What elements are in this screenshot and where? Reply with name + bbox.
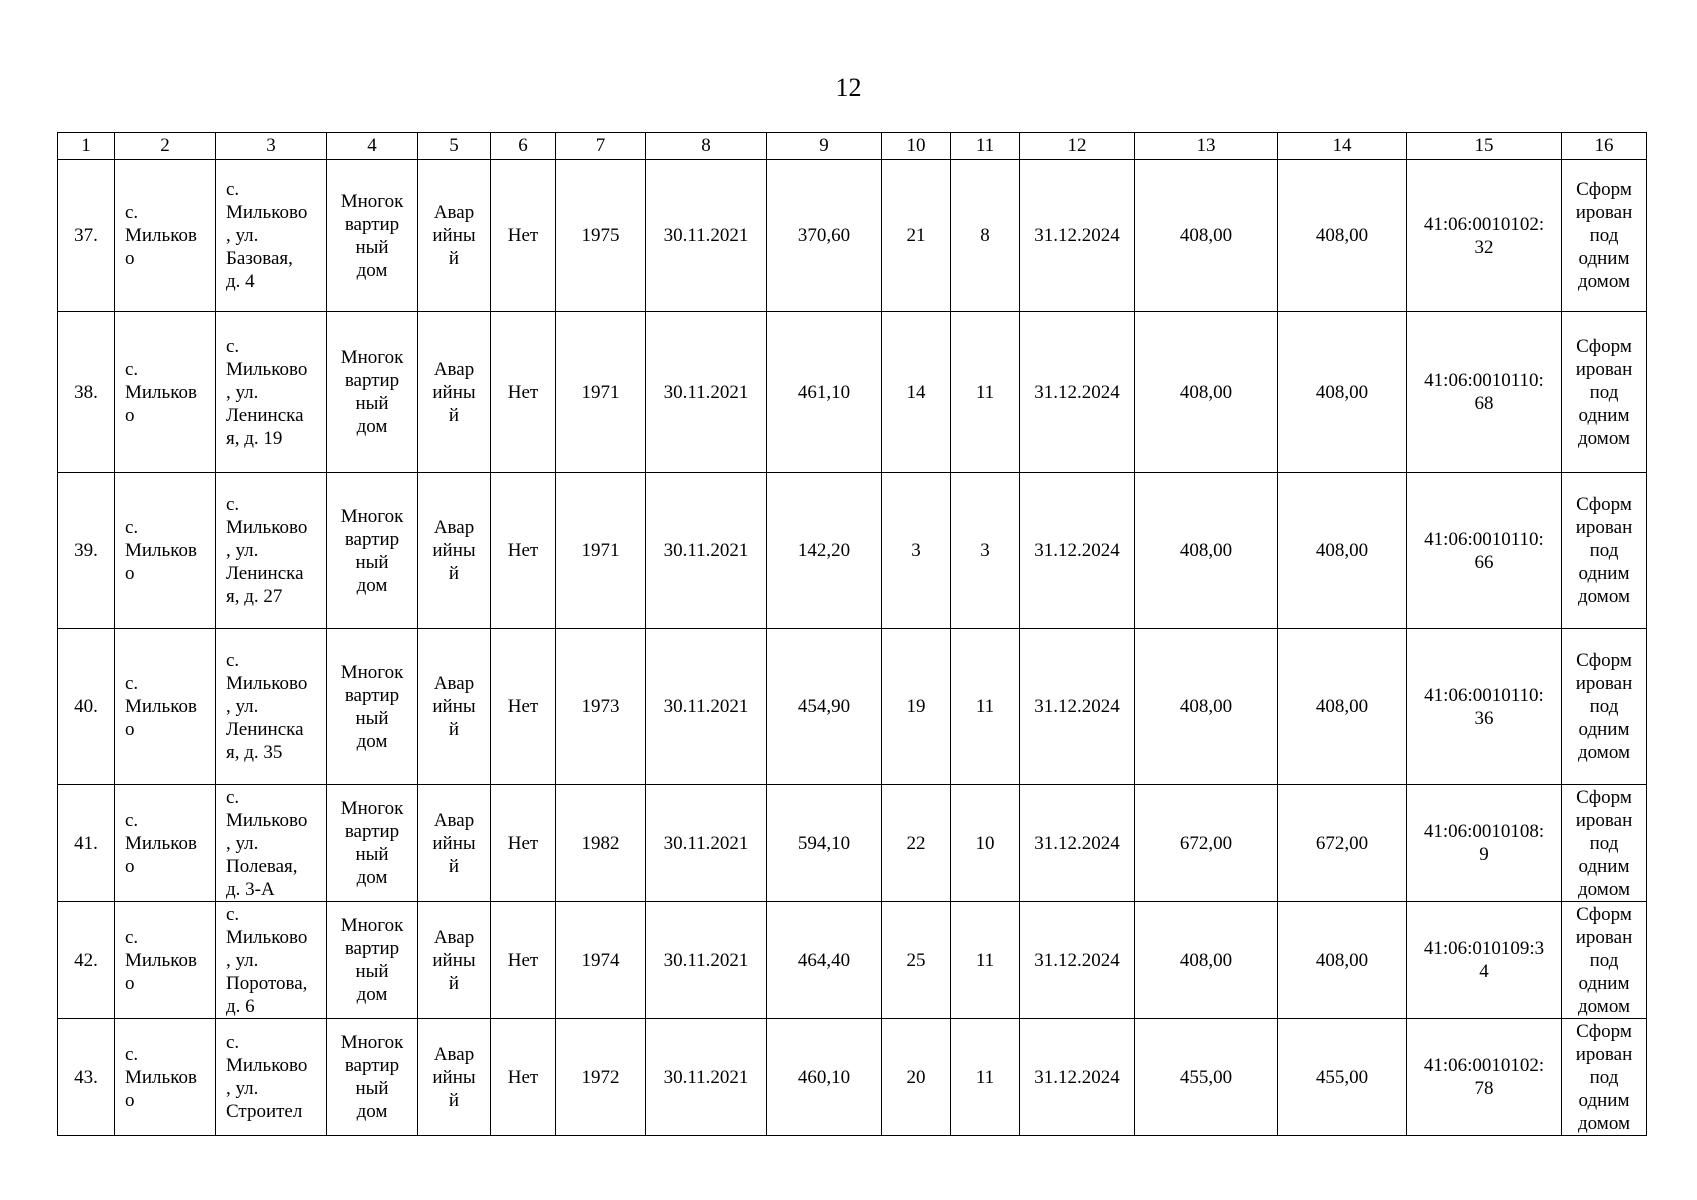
cadastral-number-cell: 41:06:0010110: 36 — [1407, 629, 1562, 785]
table-row — [58, 312, 1647, 473]
date-cell: 30.11.2021 — [646, 785, 767, 902]
table-row — [58, 473, 1647, 629]
column-header-8: 8 — [646, 133, 767, 160]
status-cell: Авар ийны й — [418, 629, 491, 785]
building-type-cell: Многок вартир ный дом — [327, 1019, 418, 1136]
cadastral-number-cell: 41:06:0010110: 68 — [1407, 312, 1562, 473]
deadline-cell: 31.12.2024 — [1020, 629, 1135, 785]
housing-registry-table — [57, 132, 1647, 1136]
col14-cell: 672,00 — [1278, 785, 1407, 902]
col13-cell: 672,00 — [1135, 785, 1278, 902]
col11-cell: 3 — [951, 473, 1020, 629]
row-number: 42. — [58, 902, 115, 1019]
col13-cell: 408,00 — [1135, 312, 1278, 473]
date-cell: 30.11.2021 — [646, 629, 767, 785]
col11-cell: 11 — [951, 1019, 1020, 1136]
column-header-2: 2 — [115, 133, 216, 160]
settlement-cell: с. Мильков о — [115, 160, 216, 312]
date-cell: 30.11.2021 — [646, 902, 767, 1019]
building-type-cell: Многок вартир ный дом — [327, 629, 418, 785]
area-cell: 461,10 — [767, 312, 882, 473]
year-cell: 1971 — [556, 473, 646, 629]
area-cell: 370,60 — [767, 160, 882, 312]
column-header-5: 5 — [418, 133, 491, 160]
address-cell: с. Мильково , ул. Строител — [216, 1019, 327, 1136]
area-cell: 464,40 — [767, 902, 882, 1019]
row-number: 43. — [58, 1019, 115, 1136]
status-cell: Авар ийны й — [418, 160, 491, 312]
note-cell: Сформ ирован под одним домом — [1562, 629, 1647, 785]
settlement-cell: с. Мильков о — [115, 785, 216, 902]
address-cell: с. Мильково , ул. Полевая, д. 3-А — [216, 785, 327, 902]
address-cell: с. Мильково , ул. Поротова, д. 6 — [216, 902, 327, 1019]
status-cell: Авар ийны й — [418, 312, 491, 473]
col14-cell: 408,00 — [1278, 160, 1407, 312]
col13-cell: 408,00 — [1135, 629, 1278, 785]
deadline-cell: 31.12.2024 — [1020, 473, 1135, 629]
deadline-cell: 31.12.2024 — [1020, 160, 1135, 312]
cadastral-number-cell: 41:06:0010110: 66 — [1407, 473, 1562, 629]
date-cell: 30.11.2021 — [646, 1019, 767, 1136]
area-cell: 142,20 — [767, 473, 882, 629]
year-cell: 1982 — [556, 785, 646, 902]
table-row — [58, 902, 1647, 1019]
flag-cell: Нет — [491, 785, 556, 902]
area-cell: 454,90 — [767, 629, 882, 785]
settlement-cell: с. Мильков о — [115, 629, 216, 785]
col14-cell: 408,00 — [1278, 473, 1407, 629]
column-header-10: 10 — [882, 133, 951, 160]
column-header-14: 14 — [1278, 133, 1407, 160]
table-header — [58, 133, 1647, 160]
year-cell: 1971 — [556, 312, 646, 473]
deadline-cell: 31.12.2024 — [1020, 902, 1135, 1019]
col14-cell: 455,00 — [1278, 1019, 1407, 1136]
col10-cell: 19 — [882, 629, 951, 785]
note-cell: Сформ ирован под одним домом — [1562, 160, 1647, 312]
col11-cell: 11 — [951, 902, 1020, 1019]
col11-cell: 11 — [951, 312, 1020, 473]
deadline-cell: 31.12.2024 — [1020, 785, 1135, 902]
deadline-cell: 31.12.2024 — [1020, 1019, 1135, 1136]
row-number: 38. — [58, 312, 115, 473]
note-cell: Сформ ирован под одним домом — [1562, 902, 1647, 1019]
column-header-4: 4 — [327, 133, 418, 160]
status-cell: Авар ийны й — [418, 1019, 491, 1136]
note-cell: Сформ ирован под одним домом — [1562, 312, 1647, 473]
page-number: 12 — [835, 73, 862, 102]
row-number: 39. — [58, 473, 115, 629]
year-cell: 1972 — [556, 1019, 646, 1136]
column-header-12: 12 — [1020, 133, 1135, 160]
table-row — [58, 1019, 1647, 1136]
address-cell: с. Мильково , ул. Ленинска я, д. 27 — [216, 473, 327, 629]
col13-cell: 408,00 — [1135, 902, 1278, 1019]
row-number: 37. — [58, 160, 115, 312]
table-row — [58, 785, 1647, 902]
column-header-3: 3 — [216, 133, 327, 160]
building-type-cell: Многок вартир ный дом — [327, 785, 418, 902]
note-cell: Сформ ирован под одним домом — [1562, 785, 1647, 902]
col11-cell: 8 — [951, 160, 1020, 312]
building-type-cell: Многок вартир ный дом — [327, 902, 418, 1019]
cadastral-number-cell: 41:06:0010102: 78 — [1407, 1019, 1562, 1136]
row-number: 41. — [58, 785, 115, 902]
table-body — [58, 160, 1647, 1136]
year-cell: 1973 — [556, 629, 646, 785]
status-cell: Авар ийны й — [418, 785, 491, 902]
flag-cell: Нет — [491, 312, 556, 473]
date-cell: 30.11.2021 — [646, 160, 767, 312]
cadastral-number-cell: 41:06:0010102: 32 — [1407, 160, 1562, 312]
deadline-cell: 31.12.2024 — [1020, 312, 1135, 473]
building-type-cell: Многок вартир ный дом — [327, 160, 418, 312]
year-cell: 1975 — [556, 160, 646, 312]
col10-cell: 20 — [882, 1019, 951, 1136]
col13-cell: 408,00 — [1135, 160, 1278, 312]
row-number: 40. — [58, 629, 115, 785]
status-cell: Авар ийны й — [418, 902, 491, 1019]
note-cell: Сформ ирован под одним домом — [1562, 473, 1647, 629]
building-type-cell: Многок вартир ный дом — [327, 312, 418, 473]
status-cell: Авар ийны й — [418, 473, 491, 629]
address-cell: с. Мильково , ул. Ленинска я, д. 19 — [216, 312, 327, 473]
area-cell: 594,10 — [767, 785, 882, 902]
year-cell: 1974 — [556, 902, 646, 1019]
col10-cell: 21 — [882, 160, 951, 312]
cadastral-number-cell: 41:06:010109:3 4 — [1407, 902, 1562, 1019]
table-row — [58, 629, 1647, 785]
area-cell: 460,10 — [767, 1019, 882, 1136]
column-header-11: 11 — [951, 133, 1020, 160]
column-header-16: 16 — [1562, 133, 1647, 160]
col14-cell: 408,00 — [1278, 902, 1407, 1019]
settlement-cell: с. Мильков о — [115, 902, 216, 1019]
building-type-cell: Многок вартир ный дом — [327, 473, 418, 629]
flag-cell: Нет — [491, 1019, 556, 1136]
col13-cell: 408,00 — [1135, 473, 1278, 629]
flag-cell: Нет — [491, 473, 556, 629]
date-cell: 30.11.2021 — [646, 312, 767, 473]
cadastral-number-cell: 41:06:0010108: 9 — [1407, 785, 1562, 902]
note-cell: Сформ ирован под одним домом — [1562, 1019, 1647, 1136]
column-header-1: 1 — [58, 133, 115, 160]
col10-cell: 3 — [882, 473, 951, 629]
address-cell: с. Мильково , ул. Базовая, д. 4 — [216, 160, 327, 312]
address-cell: с. Мильково , ул. Ленинска я, д. 35 — [216, 629, 327, 785]
settlement-cell: с. Мильков о — [115, 1019, 216, 1136]
settlement-cell: с. Мильков о — [115, 312, 216, 473]
col11-cell: 11 — [951, 629, 1020, 785]
col10-cell: 14 — [882, 312, 951, 473]
column-header-13: 13 — [1135, 133, 1278, 160]
col14-cell: 408,00 — [1278, 312, 1407, 473]
header-row — [58, 133, 1647, 160]
col14-cell: 408,00 — [1278, 629, 1407, 785]
col11-cell: 10 — [951, 785, 1020, 902]
flag-cell: Нет — [491, 902, 556, 1019]
column-header-6: 6 — [491, 133, 556, 160]
settlement-cell: с. Мильков о — [115, 473, 216, 629]
column-header-15: 15 — [1407, 133, 1562, 160]
col10-cell: 25 — [882, 902, 951, 1019]
date-cell: 30.11.2021 — [646, 473, 767, 629]
col10-cell: 22 — [882, 785, 951, 902]
table-row — [58, 160, 1647, 312]
flag-cell: Нет — [491, 629, 556, 785]
flag-cell: Нет — [491, 160, 556, 312]
column-header-9: 9 — [767, 133, 882, 160]
column-header-7: 7 — [556, 133, 646, 160]
col13-cell: 455,00 — [1135, 1019, 1278, 1136]
